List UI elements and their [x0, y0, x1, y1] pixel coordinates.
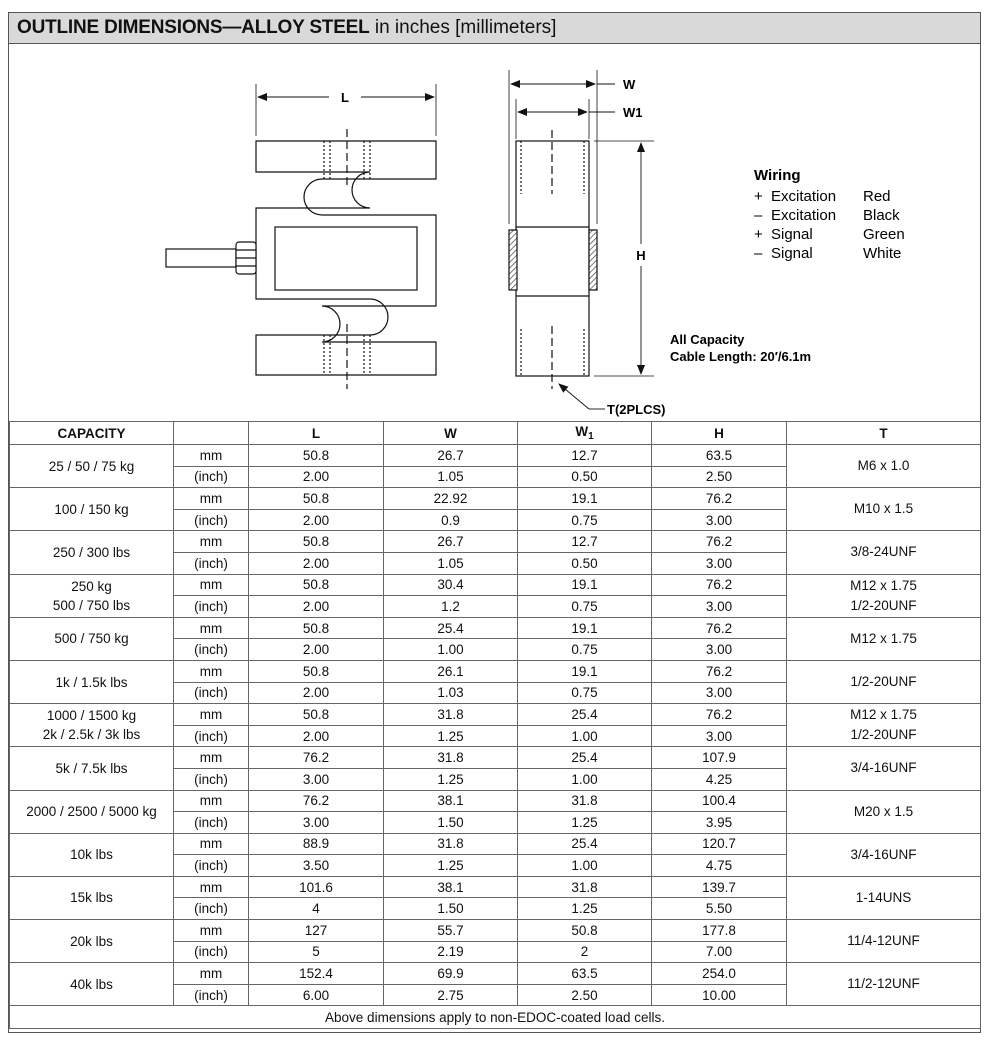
value-cell-W: 26.7 — [384, 531, 518, 553]
capacity-cell — [10, 617, 174, 660]
capacity-line: 250 kg — [71, 578, 112, 594]
value-cell-W1: 31.8 — [518, 790, 652, 812]
thread-line: M10 x 1.5 — [853, 501, 914, 517]
thread-line: 3/4-16UNF — [850, 846, 917, 862]
wiring-sign: – — [754, 245, 763, 262]
unit-cell: mm — [174, 660, 249, 682]
value-cell-W: 31.8 — [384, 704, 518, 726]
value-cell-W: 38.1 — [384, 790, 518, 812]
unit-cell: (inch) — [174, 855, 249, 877]
value-cell-H: 107.9 — [652, 747, 787, 769]
header-W1-main: W — [575, 424, 589, 439]
value-cell-W1: 25.4 — [518, 704, 652, 726]
unit-cell: (inch) — [174, 768, 249, 790]
capacity-line: 20k lbs — [70, 933, 113, 949]
thread-line: 1/2-20UNF — [850, 674, 917, 690]
value-cell-W1: 25.4 — [518, 747, 652, 769]
value-cell-L: 3.50 — [249, 855, 384, 877]
value-cell-H: 3.00 — [652, 725, 787, 747]
dim-label-L: L — [341, 90, 349, 105]
value-cell-H: 177.8 — [652, 920, 787, 942]
capacity-cell — [10, 574, 174, 617]
wiring-wire-color: Red — [863, 188, 891, 205]
wiring-signal-name: Signal — [771, 245, 813, 262]
value-cell-L: 6.00 — [249, 984, 384, 1006]
capacity-line: 15k lbs — [70, 890, 113, 906]
header-L: L — [249, 422, 384, 445]
table-row — [10, 704, 981, 726]
thread-line: M12 x 1.75 — [850, 577, 917, 593]
value-cell-L: 76.2 — [249, 747, 384, 769]
wiring-sign: + — [754, 226, 763, 243]
value-cell-L: 50.8 — [249, 617, 384, 639]
capacity-cell — [10, 488, 174, 531]
wiring-wire-color: Black — [863, 207, 900, 224]
header-W: W — [384, 422, 518, 445]
table-header-row — [10, 422, 981, 445]
value-cell-L: 2.00 — [249, 639, 384, 661]
capacity-line: 40k lbs — [70, 976, 113, 992]
value-cell-W1: 19.1 — [518, 617, 652, 639]
section-title — [9, 13, 980, 44]
capacity-line: 25 / 50 / 75 kg — [48, 458, 135, 474]
spec-sheet — [8, 12, 981, 1033]
value-cell-W: 69.9 — [384, 963, 518, 985]
capacity-cell — [10, 920, 174, 963]
thread-cell — [787, 660, 981, 703]
capacity-cell — [10, 531, 174, 574]
value-cell-W1: 19.1 — [518, 660, 652, 682]
thread-cell — [787, 833, 981, 876]
value-cell-W: 0.9 — [384, 509, 518, 531]
thread-line: 1-14UNS — [855, 889, 912, 905]
value-cell-W: 1.50 — [384, 898, 518, 920]
thread-line: 11/4-12UNF — [847, 933, 920, 949]
capacity-line: 1000 / 1500 kg — [46, 708, 137, 724]
front-view — [166, 84, 436, 389]
value-cell-W1: 0.75 — [518, 596, 652, 618]
table-row — [10, 963, 981, 985]
value-cell-W1: 0.50 — [518, 466, 652, 488]
value-cell-H: 3.95 — [652, 812, 787, 834]
table-row — [10, 617, 981, 639]
capacity-cell — [10, 963, 174, 1006]
s-beam-diagram — [9, 44, 980, 421]
wiring-sign: – — [754, 207, 763, 224]
value-cell-L: 50.8 — [249, 704, 384, 726]
value-cell-W: 2.75 — [384, 984, 518, 1006]
value-cell-L: 2.00 — [249, 466, 384, 488]
value-cell-L: 152.4 — [249, 963, 384, 985]
value-cell-H: 3.00 — [652, 682, 787, 704]
value-cell-W: 55.7 — [384, 920, 518, 942]
capacity-cell — [10, 790, 174, 833]
value-cell-H: 120.7 — [652, 833, 787, 855]
thread-cell — [787, 617, 981, 660]
wiring-signal-name: Excitation — [771, 188, 837, 205]
value-cell-W1: 2.50 — [518, 984, 652, 1006]
value-cell-W: 1.2 — [384, 596, 518, 618]
table-row — [10, 833, 981, 855]
table-row — [10, 488, 981, 510]
value-cell-H: 7.00 — [652, 941, 787, 963]
thread-line: 3/4-16UNF — [850, 760, 917, 776]
capacity-cell — [10, 876, 174, 919]
unit-cell: mm — [174, 704, 249, 726]
unit-cell: (inch) — [174, 812, 249, 834]
value-cell-W1: 50.8 — [518, 920, 652, 942]
value-cell-H: 3.00 — [652, 596, 787, 618]
thread-cell — [787, 920, 981, 963]
thread-cell — [787, 488, 981, 531]
header-unit — [174, 422, 249, 445]
value-cell-W: 31.8 — [384, 747, 518, 769]
table-row — [10, 531, 981, 553]
value-cell-L: 2.00 — [249, 509, 384, 531]
dim-label-T: T(2PLCS) — [607, 402, 666, 417]
value-cell-L: 88.9 — [249, 833, 384, 855]
unit-cell: mm — [174, 574, 249, 596]
table-row — [10, 747, 981, 769]
table-row — [10, 574, 981, 596]
value-cell-W1: 1.25 — [518, 898, 652, 920]
value-cell-H: 76.2 — [652, 617, 787, 639]
capacity-line: 500 / 750 kg — [54, 631, 129, 647]
value-cell-H: 2.50 — [652, 466, 787, 488]
wiring-wire-color: Green — [863, 226, 905, 243]
capacity-line: 1k / 1.5k lbs — [55, 674, 128, 690]
value-cell-W: 22.92 — [384, 488, 518, 510]
unit-cell: (inch) — [174, 898, 249, 920]
unit-cell: mm — [174, 617, 249, 639]
capacity-cell — [10, 660, 174, 703]
table-row — [10, 876, 981, 898]
capacity-line: 2k / 2.5k / 3k lbs — [42, 727, 141, 743]
unit-cell: mm — [174, 963, 249, 985]
header-W1 — [518, 422, 652, 445]
value-cell-L: 76.2 — [249, 790, 384, 812]
unit-cell: (inch) — [174, 509, 249, 531]
value-cell-H: 76.2 — [652, 660, 787, 682]
value-cell-W1: 12.7 — [518, 445, 652, 467]
capacity-line: 5k / 7.5k lbs — [55, 760, 128, 776]
capacity-cell — [10, 704, 174, 747]
wiring-wire-color: White — [863, 245, 902, 262]
thread-cell — [787, 747, 981, 790]
value-cell-W: 26.1 — [384, 660, 518, 682]
unit-cell: mm — [174, 876, 249, 898]
value-cell-W1: 0.50 — [518, 552, 652, 574]
capacity-line: 100 / 150 kg — [54, 501, 129, 517]
value-cell-L: 3.00 — [249, 812, 384, 834]
unit-cell: (inch) — [174, 984, 249, 1006]
unit-cell: (inch) — [174, 466, 249, 488]
unit-cell: (inch) — [174, 596, 249, 618]
table-row — [10, 445, 981, 467]
table-row — [10, 660, 981, 682]
value-cell-L: 50.8 — [249, 531, 384, 553]
value-cell-L: 2.00 — [249, 725, 384, 747]
title-bold-text: OUTLINE DIMENSIONS—ALLOY STEEL — [17, 17, 370, 38]
value-cell-H: 3.00 — [652, 639, 787, 661]
capacity-cell — [10, 747, 174, 790]
capacity-cell — [10, 833, 174, 876]
title-units-text: in inches [millimeters] — [374, 17, 557, 38]
value-cell-H: 63.5 — [652, 445, 787, 467]
value-cell-L: 50.8 — [249, 574, 384, 596]
cable-note-line2: Cable Length: 20′/6.1m — [670, 349, 812, 364]
unit-cell: (inch) — [174, 639, 249, 661]
value-cell-H: 76.2 — [652, 704, 787, 726]
thread-line: M6 x 1.0 — [857, 458, 910, 474]
value-cell-W: 1.00 — [384, 639, 518, 661]
side-view — [509, 70, 654, 409]
header-H: H — [652, 422, 787, 445]
value-cell-L: 3.00 — [249, 768, 384, 790]
unit-cell: (inch) — [174, 941, 249, 963]
value-cell-H: 3.00 — [652, 509, 787, 531]
value-cell-W1: 12.7 — [518, 531, 652, 553]
value-cell-L: 2.00 — [249, 552, 384, 574]
value-cell-H: 4.25 — [652, 768, 787, 790]
value-cell-H: 76.2 — [652, 488, 787, 510]
value-cell-W1: 19.1 — [518, 488, 652, 510]
capacity-line: 2000 / 2500 / 5000 kg — [26, 804, 157, 820]
dim-label-H: H — [636, 248, 646, 263]
value-cell-W1: 19.1 — [518, 574, 652, 596]
value-cell-W1: 0.75 — [518, 639, 652, 661]
table-body — [10, 445, 981, 1006]
header-W1-sub: 1 — [588, 431, 594, 442]
value-cell-W1: 25.4 — [518, 833, 652, 855]
value-cell-W1: 1.00 — [518, 855, 652, 877]
unit-cell: mm — [174, 920, 249, 942]
value-cell-W: 1.25 — [384, 725, 518, 747]
value-cell-W: 1.25 — [384, 768, 518, 790]
thread-cell — [787, 574, 981, 617]
value-cell-L: 5 — [249, 941, 384, 963]
thread-cell — [787, 790, 981, 833]
thread-line: M12 x 1.75 — [850, 707, 917, 723]
value-cell-W: 25.4 — [384, 617, 518, 639]
footnote: Above dimensions apply to non-EDOC-coated load cells. — [10, 1006, 981, 1029]
value-cell-L: 4 — [249, 898, 384, 920]
value-cell-W: 30.4 — [384, 574, 518, 596]
value-cell-H: 10.00 — [652, 984, 787, 1006]
table-row — [10, 920, 981, 942]
value-cell-H: 5.50 — [652, 898, 787, 920]
value-cell-L: 127 — [249, 920, 384, 942]
value-cell-W1: 0.75 — [518, 509, 652, 531]
value-cell-H: 139.7 — [652, 876, 787, 898]
dim-label-W1: W1 — [623, 105, 643, 120]
unit-cell: mm — [174, 488, 249, 510]
thread-line: 3/8-24UNF — [850, 544, 917, 560]
value-cell-H: 3.00 — [652, 552, 787, 574]
footnote-row — [10, 1006, 981, 1029]
wiring-legend — [754, 167, 905, 262]
wiring-sign: + — [754, 188, 763, 205]
header-capacity: CAPACITY — [10, 422, 174, 445]
thread-line: M20 x 1.5 — [853, 803, 914, 819]
value-cell-W: 31.8 — [384, 833, 518, 855]
value-cell-L: 50.8 — [249, 660, 384, 682]
thread-cell — [787, 531, 981, 574]
thread-cell — [787, 445, 981, 488]
value-cell-W: 1.05 — [384, 552, 518, 574]
unit-cell: (inch) — [174, 725, 249, 747]
thread-line: 11/2-12UNF — [847, 976, 920, 992]
thread-line: 1/2-20UNF — [850, 597, 917, 613]
value-cell-W1: 2 — [518, 941, 652, 963]
value-cell-L: 50.8 — [249, 445, 384, 467]
value-cell-W: 1.05 — [384, 466, 518, 488]
thread-line: 1/2-20UNF — [850, 727, 917, 743]
value-cell-L: 50.8 — [249, 488, 384, 510]
unit-cell: mm — [174, 790, 249, 812]
value-cell-W: 26.7 — [384, 445, 518, 467]
value-cell-H: 100.4 — [652, 790, 787, 812]
cable-note-line1: All Capacity — [670, 332, 745, 347]
value-cell-W: 1.50 — [384, 812, 518, 834]
value-cell-W1: 1.25 — [518, 812, 652, 834]
value-cell-W: 1.25 — [384, 855, 518, 877]
thread-cell — [787, 704, 981, 747]
unit-cell: (inch) — [174, 552, 249, 574]
capacity-line: 10k lbs — [70, 847, 113, 863]
value-cell-L: 2.00 — [249, 596, 384, 618]
unit-cell: mm — [174, 531, 249, 553]
dim-label-W: W — [623, 77, 636, 92]
value-cell-H: 254.0 — [652, 963, 787, 985]
value-cell-W1: 63.5 — [518, 963, 652, 985]
thread-line: M12 x 1.75 — [850, 630, 917, 646]
value-cell-W1: 31.8 — [518, 876, 652, 898]
thread-cell — [787, 963, 981, 1006]
wiring-signal-name: Excitation — [771, 207, 837, 224]
header-T: T — [787, 422, 981, 445]
unit-cell: (inch) — [174, 682, 249, 704]
value-cell-L: 2.00 — [249, 682, 384, 704]
value-cell-H: 76.2 — [652, 574, 787, 596]
unit-cell: mm — [174, 445, 249, 467]
value-cell-L: 101.6 — [249, 876, 384, 898]
value-cell-W1: 1.00 — [518, 768, 652, 790]
wiring-signal-name: Signal — [771, 226, 813, 243]
capacity-cell — [10, 445, 174, 488]
thread-cell — [787, 876, 981, 919]
outline-drawing — [9, 44, 980, 421]
capacity-line: 500 / 750 lbs — [52, 597, 131, 613]
value-cell-W1: 1.00 — [518, 725, 652, 747]
value-cell-W: 2.19 — [384, 941, 518, 963]
dimensions-table — [9, 421, 981, 1029]
capacity-line: 250 / 300 lbs — [52, 544, 131, 560]
value-cell-W: 38.1 — [384, 876, 518, 898]
value-cell-H: 4.75 — [652, 855, 787, 877]
value-cell-W: 1.03 — [384, 682, 518, 704]
value-cell-W1: 0.75 — [518, 682, 652, 704]
unit-cell: mm — [174, 833, 249, 855]
value-cell-H: 76.2 — [652, 531, 787, 553]
table-row — [10, 790, 981, 812]
wiring-title: Wiring — [754, 167, 801, 184]
unit-cell: mm — [174, 747, 249, 769]
